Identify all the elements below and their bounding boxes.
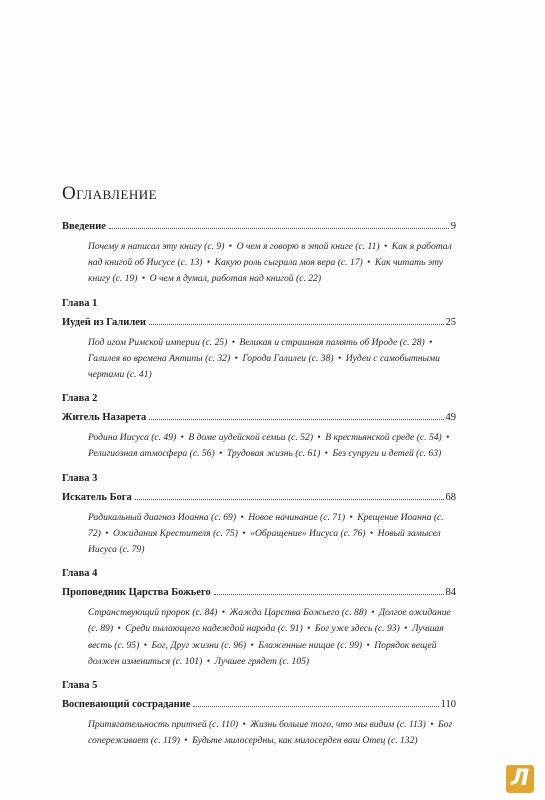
bullet-separator: • xyxy=(248,639,257,651)
topic-page-ref: (с. 99) xyxy=(337,639,363,651)
topic-title: Иудеи с самобытными чертами xyxy=(88,352,440,381)
topic-item xyxy=(88,337,227,348)
topic-page-ref: (с. 54) xyxy=(416,432,442,444)
bullet-separator: • xyxy=(367,527,376,539)
topic-page-ref: (с. 89) xyxy=(88,623,114,635)
topic-page-ref: (с. 96) xyxy=(221,639,247,651)
topic-item xyxy=(258,640,362,651)
chapter-entry xyxy=(62,316,456,330)
topic-page-ref: (с. 32) xyxy=(205,352,231,364)
chapter-entry xyxy=(62,586,456,600)
chapter-label: Глава 3 xyxy=(62,472,98,484)
chapter-block xyxy=(62,567,456,670)
bullet-separator: • xyxy=(240,719,249,731)
chapter-title: Проповедник Царства Божьего xyxy=(62,587,211,599)
topic-page-ref: (с. 132) xyxy=(387,735,418,747)
bullet-separator: • xyxy=(139,273,148,285)
chapter-title: Иудей из Галилеи xyxy=(62,316,146,328)
bullet-separator: • xyxy=(229,336,238,348)
topic-item xyxy=(88,512,236,523)
topic-item xyxy=(239,337,424,348)
topic-item xyxy=(88,241,224,252)
chapter-label: Глава 2 xyxy=(62,393,98,405)
topic-title: Бог, Друг жизни xyxy=(151,639,219,651)
topic-title: Лучшее грядет xyxy=(214,655,277,667)
topic-title: Родина Иисуса xyxy=(88,432,149,444)
dot-leader xyxy=(109,228,449,229)
topic-item xyxy=(192,735,418,746)
topic-item xyxy=(88,353,230,364)
intro-page: 9 xyxy=(450,221,456,232)
topic-item xyxy=(237,241,380,252)
topic-title: Будьте милосердны, как милосерден ваш Отец xyxy=(192,735,386,747)
topic-title: Притягательность притчей xyxy=(88,719,207,731)
topic-item xyxy=(215,257,363,268)
bullet-separator: • xyxy=(178,432,187,444)
topic-page-ref: (с. 88) xyxy=(341,607,367,619)
chapter-entry xyxy=(62,411,456,425)
topic-title: Новый замысел Иисуса xyxy=(88,527,441,556)
topic-item xyxy=(230,607,367,618)
topic-page-ref: (с. 84) xyxy=(192,607,218,619)
topic-title: Какую роль сыграла моя вера xyxy=(214,257,336,269)
topic-item xyxy=(88,432,176,443)
topic-page-ref: (с. 105) xyxy=(279,655,310,667)
bullet-separator: • xyxy=(426,336,433,348)
chapter-block xyxy=(62,297,456,384)
topic-page-ref: (с. 13) xyxy=(177,257,203,269)
chapter-block xyxy=(62,679,456,749)
chapter-title: Искатель Бога xyxy=(62,491,132,503)
topic-title: Порядок вещей должен измениться xyxy=(88,639,437,667)
chapter-topics xyxy=(88,335,456,384)
topic-page-ref: (с. 93) xyxy=(374,623,400,635)
topic-item xyxy=(248,512,345,523)
topic-page-ref: (с. 56) xyxy=(189,448,215,460)
bullet-separator: • xyxy=(364,257,373,269)
topic-page-ref: (с. 72) xyxy=(88,511,444,539)
topic-page-ref: (с. 119) xyxy=(150,735,180,747)
topic-title: Трудовая жизнь xyxy=(226,448,293,460)
bullet-separator: • xyxy=(368,607,377,619)
intro-title: Введение xyxy=(62,221,106,232)
topic-page-ref: (с. 69) xyxy=(211,511,237,523)
bullet-separator: • xyxy=(181,735,191,747)
topic-page-ref: (с. 17) xyxy=(337,257,363,269)
topic-page-ref: (с. 19) xyxy=(112,273,138,285)
bullet-separator: • xyxy=(381,241,390,252)
bullet-separator: • xyxy=(204,257,213,269)
bullet-separator: • xyxy=(401,623,410,635)
topic-title: В крестьянской среде xyxy=(325,432,415,444)
topic-page-ref: (с. 22) xyxy=(296,273,322,285)
topic-title: В доме иудейской семьи xyxy=(188,432,286,444)
topic-title: Под игом Римской империи xyxy=(88,336,200,348)
chapter-block xyxy=(62,392,456,462)
topic-title: Радикальный диагноз Иоанна xyxy=(88,511,209,523)
bullet-separator: • xyxy=(335,352,344,364)
topic-page-ref: (с. 28) xyxy=(399,336,425,348)
chapter-page: 110 xyxy=(440,699,456,711)
topic-title: Бог сопереживает xyxy=(88,719,453,747)
chapter-title: Воспевающий сострадание xyxy=(62,699,191,711)
topic-title: Жажда Царства Божьего xyxy=(229,607,340,619)
topic-page-ref: (с. 25) xyxy=(202,336,228,348)
bullet-separator: • xyxy=(115,623,124,635)
topic-item xyxy=(242,353,333,364)
chapter-topics xyxy=(88,605,456,670)
chapter-page: 68 xyxy=(445,491,456,503)
topic-page-ref: (с. 41) xyxy=(126,369,152,381)
bullet-separator: • xyxy=(347,511,356,523)
topic-title: О чем я думал, работая над книгой xyxy=(149,273,294,285)
chapter-topics xyxy=(88,717,456,749)
topic-item xyxy=(125,623,303,634)
topic-item xyxy=(214,656,309,667)
bullet-separator: • xyxy=(141,639,150,651)
topic-page-ref: (с. 38) xyxy=(308,352,334,364)
topic-title: Странствующий пророк xyxy=(88,607,190,619)
topic-title: Без супруги и детей xyxy=(332,448,414,460)
topic-title: Бог уже здесь xyxy=(314,623,373,635)
chapter-page: 49 xyxy=(445,412,456,424)
topic-item xyxy=(325,432,442,443)
topic-page-ref: (с. 71) xyxy=(320,511,346,523)
topic-page-ref: (с. 76) xyxy=(340,527,366,539)
topic-title: «Обращение» Иисуса xyxy=(250,527,339,539)
topic-title: Великая и страшная память об Ироде xyxy=(239,336,398,348)
topic-item xyxy=(250,719,426,730)
chapters-list xyxy=(62,297,456,750)
chapter-title: Житель Назарета xyxy=(62,412,147,424)
page-title: Оглавление xyxy=(62,183,158,204)
bullet-separator: • xyxy=(304,623,313,635)
topic-page-ref: (с. 9) xyxy=(204,241,225,252)
bullet-separator: • xyxy=(364,639,373,651)
chapter-entry xyxy=(62,491,456,505)
topic-title: Ожидания Крестителя xyxy=(112,527,211,539)
dot-leader xyxy=(149,324,444,325)
topic-title: О чем я говорю в этой книге xyxy=(236,241,353,252)
bullet-separator: • xyxy=(216,448,225,460)
dot-leader xyxy=(193,706,438,707)
topic-title: Лучшая весть xyxy=(88,623,444,651)
topic-title: Долгое ожидание xyxy=(379,607,451,619)
chapter-topics xyxy=(88,510,456,559)
bullet-separator: • xyxy=(240,527,249,539)
topic-page-ref: (с. 91) xyxy=(277,623,303,635)
chapter-label: Глава 5 xyxy=(62,680,98,692)
chapter-block xyxy=(62,472,456,559)
topic-title: Религиозная атмосфера xyxy=(88,448,188,460)
dot-leader xyxy=(149,419,443,420)
topic-page-ref: (с. 79) xyxy=(119,544,145,556)
chapter-page: 25 xyxy=(445,316,456,328)
topic-page-ref: (с. 61) xyxy=(295,448,321,460)
bullet-separator: • xyxy=(102,527,111,539)
bullet-separator: • xyxy=(232,352,241,364)
intro-topics xyxy=(88,239,456,288)
chapter-topics xyxy=(88,430,456,462)
topic-item xyxy=(250,528,365,539)
topic-title: Как читать эту книгу xyxy=(88,257,443,285)
topic-title: Крещение Иоанна xyxy=(357,511,432,523)
dot-leader xyxy=(135,499,444,500)
chapter-page: 84 xyxy=(445,587,456,599)
topic-item xyxy=(88,607,217,618)
bullet-separator: • xyxy=(427,719,436,731)
topic-page-ref: (с. 63) xyxy=(416,448,442,460)
publisher-logo: Л xyxy=(506,765,534,793)
intro-entry xyxy=(62,220,456,234)
topic-item xyxy=(188,432,313,443)
topic-title: Города Галилеи xyxy=(242,352,307,364)
chapter-entry xyxy=(62,698,456,712)
topic-page-ref: (с. 75) xyxy=(212,527,238,539)
topic-page-ref: (с. 95) xyxy=(114,639,140,651)
bullet-separator: • xyxy=(226,241,235,252)
topic-page-ref: (с. 52) xyxy=(287,432,314,444)
topic-title: Как я работал над книгой об Иисусе xyxy=(88,241,452,269)
topic-item xyxy=(88,719,238,730)
topic-title: Среди пылающего надеждой народа xyxy=(125,623,276,635)
bullet-separator: • xyxy=(322,448,331,460)
topic-title: Галилея во времена Антипы xyxy=(88,352,203,364)
topic-title: Почему я написал эту книгу xyxy=(88,241,202,252)
topic-item xyxy=(315,623,400,634)
topic-title: Новое начинание xyxy=(248,511,318,523)
topic-item xyxy=(113,528,238,539)
topic-item xyxy=(150,273,321,284)
bullet-separator: • xyxy=(315,432,324,444)
topic-page-ref: (с. 11) xyxy=(355,241,380,252)
topic-item xyxy=(88,448,215,459)
topic-title: Блаженные нищие xyxy=(258,639,335,651)
topic-item xyxy=(151,640,246,651)
bullet-separator: • xyxy=(443,432,450,444)
topic-item xyxy=(332,448,441,459)
topic-page-ref: (с. 49) xyxy=(151,432,177,444)
topic-page-ref: (с. 110) xyxy=(208,719,239,731)
bullet-separator: • xyxy=(204,655,213,667)
bullet-separator: • xyxy=(219,607,228,619)
topic-page-ref: (с. 101) xyxy=(172,655,203,667)
dot-leader xyxy=(214,594,444,595)
topic-title: Жизнь больше того, что мы видим xyxy=(250,719,395,731)
topic-item xyxy=(227,448,320,459)
topic-page-ref: (с. 113) xyxy=(396,719,426,731)
bullet-separator: • xyxy=(238,511,247,523)
chapter-label: Глава 4 xyxy=(62,568,98,580)
chapter-label: Глава 1 xyxy=(62,297,98,309)
table-of-contents xyxy=(62,220,456,749)
